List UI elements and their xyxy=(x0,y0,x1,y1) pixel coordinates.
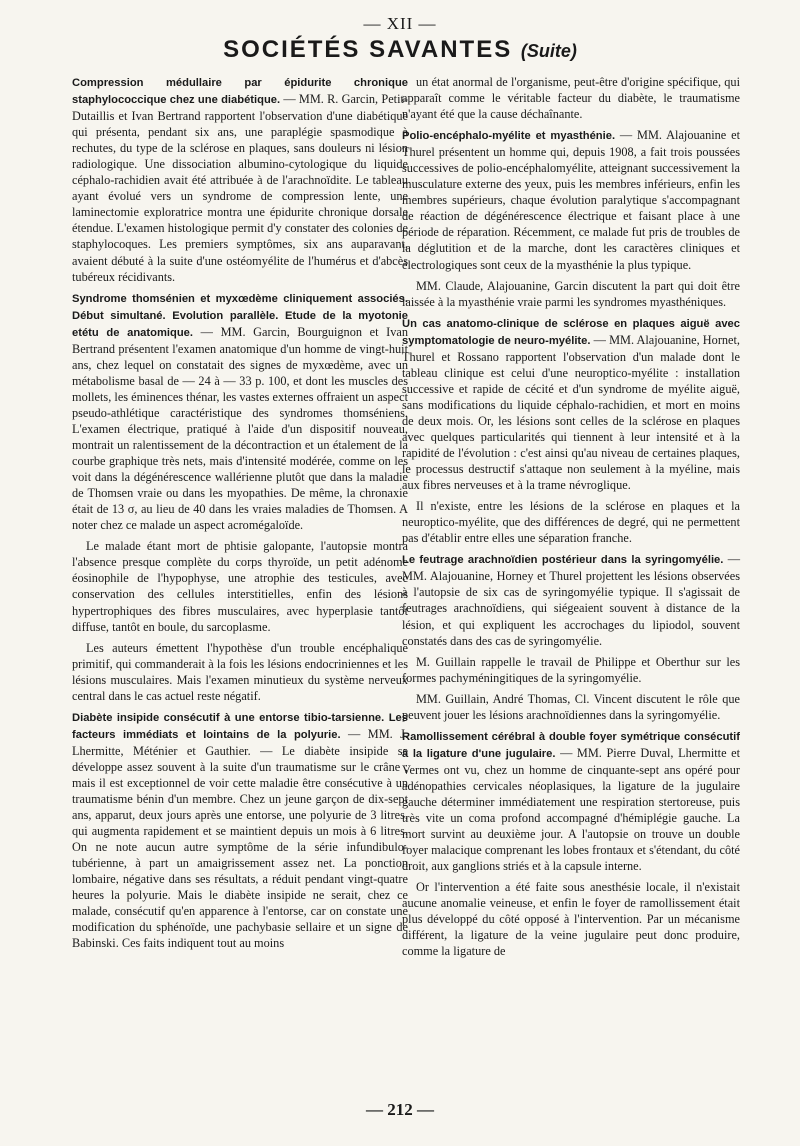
section-title: SOCIÉTÉS SAVANTES xyxy=(223,36,513,63)
left-paragraph xyxy=(72,290,408,534)
page-roman-numeral: — XII — xyxy=(363,14,437,33)
paragraph-text: MM. Guillain, André Thomas, Cl. Vincent discutent le rôle que peuvent jouer les lésions arachnoïdiennes dans la syringomyélie. xyxy=(402,691,740,722)
left-paragraph xyxy=(72,709,408,952)
paragraph-text: — MM. Alajouanine, Horney et Thurel projettent les lésions observées à l'autopsie de six cas de syringomyélie typique. Il s'agissait de feutrages arachnoïdiens, qui siégeaient souvent à distance de la lésion, et qui expliquent les accrochages du lipiodol, souvent constatés dans des cas de syringomyélie. xyxy=(402,552,740,648)
right-paragraph xyxy=(402,74,740,122)
right-paragraph xyxy=(402,654,740,686)
communication-title: Syndrome thomsénien et myxœdème cliniquement associés. Début simultané. Evolution parallèle. Etude de la myotonie etétu de anatomique. xyxy=(72,292,408,339)
paragraph-text: — MM. Alajouanine, Hornet, Thurel et Rossano rapportent l'observation d'un malade dont le tableau clinique est celui d'une neuroptico-myélite : installation successive et rapide de cécité et d'un syndrome de myélite aiguë, sans modifications du liquide céphalo-rachidien, et mort en moins de deux mois. Or, les lésions sont celles de la sclérose en plaques avec quelques particularités qui tiennent à leur intensité et à la rapidité de l'évolution : c'est ainsi qu'au niveau de certaines plaques, le processus destructif s'attaque non seulement à la myéline, mais aux fibres nerveuses et à la trame névroglique. xyxy=(402,332,741,493)
paragraph-text: — MM. Garcin, Bourguignon et Ivan Bertrand présentent l'examen anatomique d'un homme de vingt-huit ans, chez lequel on constatait des signes de myxœdème, avec un métabolisme basal de — 24 à — 33 p. 100, et dont les muscles des mollets, les éminences thénar, les vastes externes offraient un aspect pseudo-athlétique caractéristique des syndromes thomséniens. L'examen électrique, pratiqué à l'aide d'un dispositif nouveau, montrait un ralentissement de la décontraction et un étalement de la courbe graphique très nets, mais d'intensité modérée, comme on les voit dans la dégénérescence wallérienne plutôt que dans la maladie de Thomsen vraie ou dans les myopathies. De même, la chronaxie était de 13 σ, au lieu de 40 dans les vraies maladies de Thomsen. A noter chez ce malade un aspect acromégaloïde. xyxy=(72,324,408,533)
communication-title: Un cas anatomo-clinique de sclérose en plaques aiguë avec symptomatologie de neuro-myélite. xyxy=(402,317,740,347)
right-paragraph xyxy=(402,498,740,546)
section-header xyxy=(0,36,800,64)
right-paragraph xyxy=(402,315,740,494)
page-number: — 212 — xyxy=(366,1100,434,1119)
paragraph-text: un état anormal de l'organisme, peut-être d'origine spécifique, qui apparaît comme le véritable facteur du diabète, le traumatisme n'ayant été que la cause déchaînante. xyxy=(402,75,740,122)
paragraph-text: Il n'existe, entre les lésions de la sclérose en plaques et la neuroptico-myélite, que des différences de degré, qui ne permettent pas d'établir entre elles une séparation franche. xyxy=(402,499,740,546)
paragraph-text: — MM. Pierre Duval, Lhermitte et Vermes ont vu, chez un homme de cinquante-sept ans opéré pour adénopathies cervicales néoplasiques, la ligature de la jugulaire gauche déterminer immédiatement une respiration stertoreuse, puis très vite un coma profond accompagné d'hémiplégie gauche. La mort survint au deuxième jour. A l'autopsie on trouve un double foyer malacique comprenant les lobes frontaux et s'étendant, du côté droit, aux ganglions striés et à la capsule interne. xyxy=(402,745,741,874)
left-column xyxy=(72,74,408,956)
paragraph-text: MM. Claude, Alajouanine, Garcin discutent la part qui doit être laissée à la myasthénie vraie parmi les syndromes myasthéniques. xyxy=(402,278,740,309)
paragraph-text: M. Guillain rappelle le travail de Philippe et Oberthur sur les formes pachyméningitiques de la syringomyélie. xyxy=(402,654,740,685)
section-suite: (Suite) xyxy=(520,41,577,61)
communication-title: Polio-encéphalo-myélite et myasthénie. xyxy=(402,130,616,143)
left-paragraph xyxy=(72,74,408,285)
right-paragraph xyxy=(402,691,740,723)
right-paragraph xyxy=(402,127,740,272)
right-paragraph xyxy=(402,728,740,874)
communication-title: Ramollissement cérébral à double foyer symétrique consécutif à la ligature d'une jugulaire. xyxy=(402,730,740,760)
right-paragraph xyxy=(402,879,740,959)
left-paragraph xyxy=(72,640,408,704)
paragraph-text: — MM. R. Garcin, Petit-Dutaillis et Ivan Bertrand rapportent l'observation d'une diabétique qui présenta, pendant six ans, une paraplégie spasmodique à rechutes, du type de la sclérose en plaques, sans douleurs ni lésion radiologique. Une dissociation albumino-cytologique du liquide céphalo-rachidien avait été attribuée à de l'arachnoïdite. Le tableau ayant évolué vers un syndrome de compression lente, une laminectomie exploratrice montra une épidurite chronique dorsale étendue. L'examen histologique permit d'y constater des colonies de staphylocoques. Les premiers symptômes, six ans auparavant, avaient débuté à la suite d'une ostéomyélite de l'humérus et d'abcès tubéreux récidivants. xyxy=(72,92,408,284)
right-paragraph xyxy=(402,278,740,310)
paragraph-text: Les auteurs émettent l'hypothèse d'un trouble encéphalique primitif, qui commanderait à la fois les lésions endocriniennes et les lésions musculaires. Mais l'examen minutieux du système nerveux central dans le cas actuel reste négatif. xyxy=(72,640,408,703)
paragraph-text: — MM. Alajouanine et Thurel présentent un homme qui, depuis 1908, a fait trois poussées successives de polio-encéphalomyélite, atteignant successivement la musculature externe des yeux, puis les membres inférieurs, enfin les membres supérieurs, chaque évolution paralytique s'accompagnant de réaction de dégénérescence électrique et faisant place à une période de réparation. Récemment, ce malade fut pris de troubles de la déglutition et de la marche, dont les caractères cliniques et électrologiques sont ceux de la myasthénie la plus typique. xyxy=(402,128,740,272)
paragraph-text: Or l'intervention a été faite sous anesthésie locale, il n'existait aucune anomalie veineuse, et enfin le foyer de ramollissement était plus développé du côté opposé à l'intervention. Par un mécanisme différent, la ligature de la veine jugulaire peut donc produire, comme la ligature de xyxy=(402,880,740,959)
right-paragraph xyxy=(402,551,740,648)
right-column xyxy=(402,74,740,964)
communication-title: Le feutrage arachnoïdien postérieur dans la syringomyélie. xyxy=(402,554,724,567)
left-paragraph xyxy=(72,538,408,634)
paragraph-text: — MM. J. Lhermitte, Méténier et Gauthier. — Le diabète insipide se développe assez souvent à la suite d'un traumatisme sur le crâne ; mais il est exceptionnel de voir cette maladie être consécutive à un traumatisme bénin d'un membre. Chez un jeune garçon de dix-sept ans, apparut, deux jours après une entorse, une polyurie de 3 litres, qui augmenta rapidement et se maintient depuis un mois à 6 litres. On ne note aucun autre symptôme de la série infundibulo-tubérienne, à part un amaigrissement assez net. La ponction lombaire, négative dans ses résultats, a réduit pendant vingt-quatre heures la polyurie. Mais le diabète insipide ne serait, chez ce malade, consécutif qu'en apparence à l'entorse, car on constate une modification du sphénoïde, une pachybasie sellaire et un signe de Babinski. Ces faits indiquent tout au moins xyxy=(72,726,408,951)
communication-title: Diabète insipide consécutif à une entorse tibio-tarsienne. Les facteurs immédiats et lointains de la polyurie. xyxy=(72,711,408,741)
paragraph-text: Le malade étant mort de phtisie galopante, l'autopsie montra l'absence presque complète du corps thyroïde, un petit adénome éosinophile de l'hypophyse, une atrophie des testicules, avec conservation des cellules interstitielles, enfin des lésions hypertrophiques des fibres musculaires, avec hyperplasie tantôt diffuse, tantôt en boule, du sarcoplasme. xyxy=(72,539,408,634)
communication-title: Compression médullaire par épidurite chronique staphylococcique chez une diabétique. xyxy=(72,77,408,107)
